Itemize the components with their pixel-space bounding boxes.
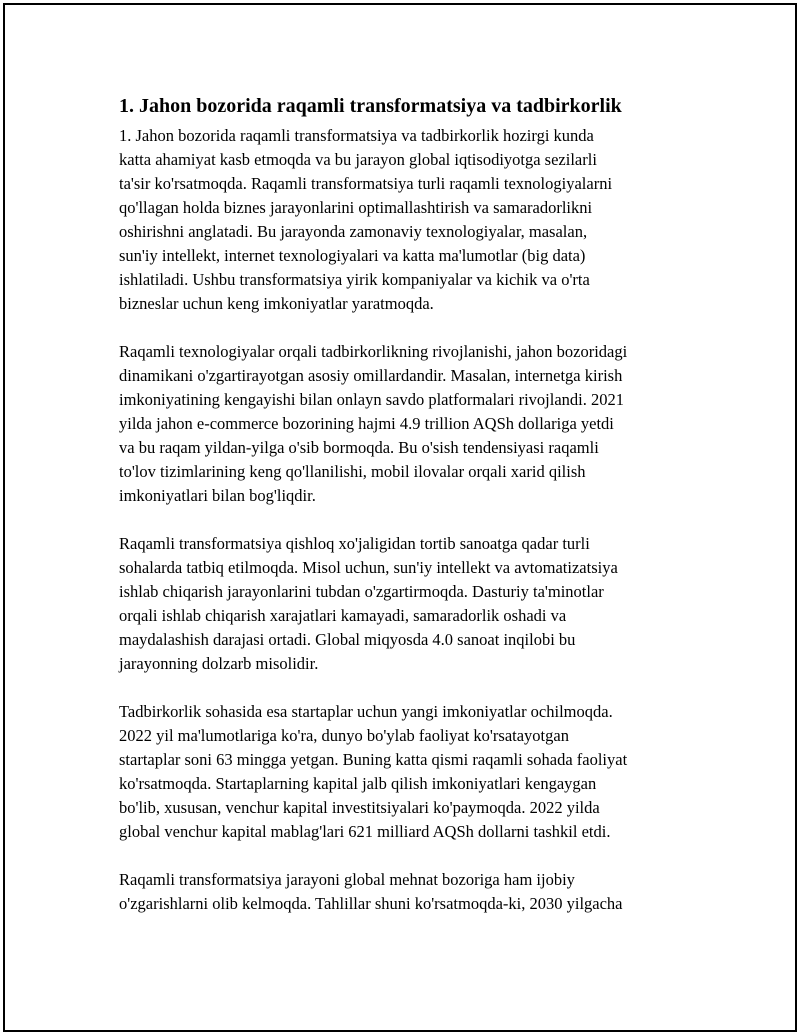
text-line: dinamikani o'zgartirayotgan asosiy omillardandir. Masalan, internetga kirish <box>119 366 623 385</box>
text-line: Raqamli transformatsiya qishloq xo'jaligidan tortib sanoatga qadar turli <box>119 534 590 553</box>
document-body <box>119 92 699 940</box>
text-line: bo'lib, xususan, venchur kapital investitsiyalari ko'paymoqda. 2022 yilda <box>119 798 600 817</box>
text-line: yilda jahon e-commerce bozorining hajmi 4.9 trillion AQSh dollariga yetdi <box>119 414 614 433</box>
document-heading: 1. Jahon bozorida raqamli transformatsiya va tadbirkorlik <box>119 95 622 117</box>
text-line: Raqamli texnologiyalar orqali tadbirkorlikning rivojlanishi, jahon bozoridagi <box>119 342 628 361</box>
text-line: to'lov tizimlarining keng qo'llanilishi, mobil ilovalar orqali xarid qilish <box>119 462 586 481</box>
text-line: katta ahamiyat kasb etmoqda va bu jarayon global iqtisodiyotga sezilarli <box>119 150 597 169</box>
paragraph-5 <box>119 868 699 916</box>
text-line: ishlab chiqarish jarayonlarini tubdan o'zgartirmoqda. Dasturiy ta'minotlar <box>119 582 604 601</box>
text-line: orqali ishlab chiqarish xarajatlari kamayadi, samaradorlik oshadi va <box>119 606 567 625</box>
text-line: ta'sir ko'rsatmoqda. Raqamli transformatsiya turli raqamli texnologiyalarni <box>119 174 613 193</box>
text-line: imkoniyatining kengayishi bilan onlayn savdo platformalari rivojlandi. 2021 <box>119 390 624 409</box>
text-line: ishlatiladi. Ushbu transformatsiya yirik kompaniyalar va kichik va o'rta <box>119 270 590 289</box>
text-line: qo'llagan holda biznes jarayonlarini optimallashtirish va samaradorlikni <box>119 198 593 217</box>
text-line: va bu raqam yildan-yilga o'sib bormoqda. Bu o'sish tendensiyasi raqamli <box>119 438 599 457</box>
text-line: ko'rsatmoqda. Startaplarning kapital jalb qilish imkoniyatlari kengaygan <box>119 774 597 793</box>
paragraph-4 <box>119 700 699 844</box>
text-line: sun'iy intellekt, internet texnologiyalari va katta ma'lumotlar (big data) <box>119 246 586 265</box>
paragraph-1 <box>119 124 699 316</box>
text-line: maydalashish darajasi ortadi. Global miqyosda 4.0 sanoat inqilobi bu <box>119 630 576 649</box>
text-line: Tadbirkorlik sohasida esa startaplar uchun yangi imkoniyatlar ochilmoqda. <box>119 702 613 721</box>
text-line: jarayonning dolzarb misolidir. <box>119 654 319 673</box>
text-line: sohalarda tatbiq etilmoqda. Misol uchun, sun'iy intellekt va avtomatizatsiya <box>119 558 618 577</box>
text-line: o'zgarishlarni olib kelmoqda. Tahlillar shuni ko'rsatmoqda-ki, 2030 yilgacha <box>119 894 623 913</box>
text-line: Raqamli transformatsiya jarayoni global mehnat bozoriga ham ijobiy <box>119 870 575 889</box>
text-line: global venchur kapital mablag'lari 621 milliard AQSh dollarni tashkil etdi. <box>119 822 611 841</box>
text-line: 1. Jahon bozorida raqamli transformatsiya va tadbirkorlik hozirgi kunda <box>119 126 594 145</box>
text-line: oshirishni anglatadi. Bu jarayonda zamonaviy texnologiyalar, masalan, <box>119 222 588 241</box>
paragraph-2 <box>119 340 699 508</box>
text-line: imkoniyatlari bilan bog'liqdir. <box>119 486 316 505</box>
text-line: 2022 yil ma'lumotlariga ko'ra, dunyo bo'ylab faoliyat ko'rsatayotgan <box>119 726 569 745</box>
paragraph-3 <box>119 532 699 676</box>
text-line: startaplar soni 63 mingga yetgan. Buning katta qismi raqamli sohada faoliyat <box>119 750 628 769</box>
text-line: bizneslar uchun keng imkoniyatlar yaratmoqda. <box>119 294 434 313</box>
